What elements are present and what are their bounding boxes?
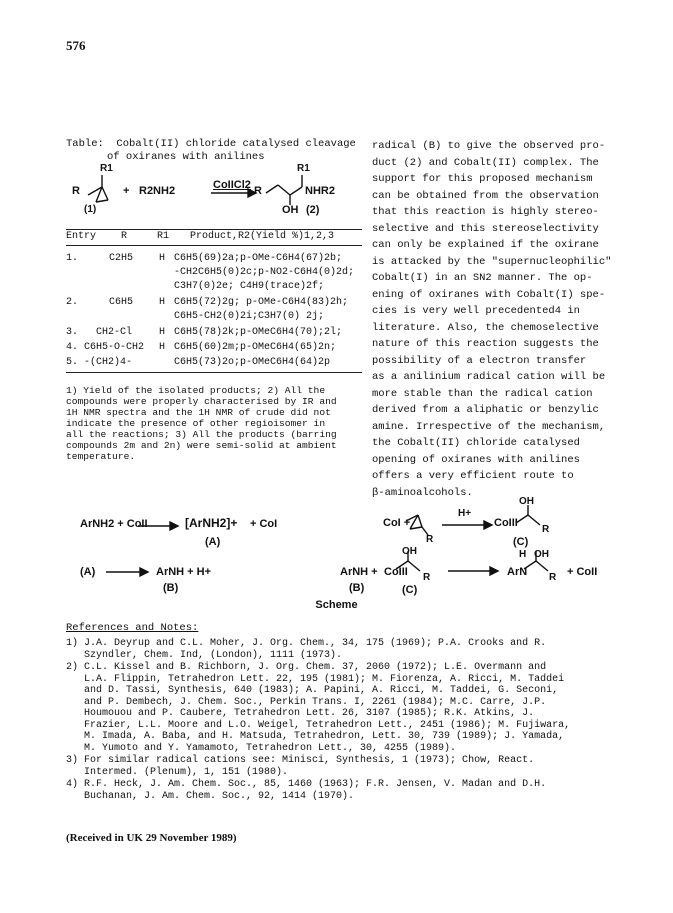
body-line: the Cobalt(II) chloride catalysed: [372, 437, 580, 449]
row-r: -(CH2)4-: [84, 357, 133, 368]
reference-line: Szyndler, Chem. Ind, (London), 1111 (1973).: [84, 649, 343, 661]
body-line: can be obtained from the observation: [372, 189, 599, 202]
body-line: that this reaction is highly stereo-: [372, 206, 599, 218]
label-2: (2): [306, 204, 320, 216]
row-r1: H: [159, 342, 166, 353]
table-caption-label: Table:: [66, 138, 104, 150]
eq4-plus-co: + CoII: [567, 566, 598, 578]
eq1-plus-co: + CoI: [250, 518, 278, 530]
eq4-co: CoIII: [384, 566, 408, 578]
product-r1: R1: [297, 163, 310, 174]
row-product-line: C6H5(78)2k;p-OMeC6H4(70);2l;: [174, 327, 343, 338]
reference-line: M. Yumoto and Y. Yamamoto, Tetrahedron Lett., 30, 4255 (1989).: [84, 742, 457, 754]
body-line: as a anilinium radical cation will be: [372, 371, 606, 383]
footnote-line: compounds were properly characterised by IR and: [66, 396, 337, 407]
reference-number: 4): [66, 779, 79, 790]
reference-number: 2): [66, 662, 79, 673]
body-text-right-column: [372, 138, 622, 501]
catalyst: CoIICl2: [213, 179, 251, 191]
label-1: (1): [84, 204, 97, 215]
reference-line: For similar radical cations see: Minisci, Synthesis, 1 (1973); Chow, React.: [84, 755, 535, 766]
footnote-line: 1H NMR spectra and the 1H NMR of crude did not: [66, 407, 331, 418]
body-line: duct (2) and Cobalt(II) complex. The: [372, 156, 599, 169]
table-rule-top: [66, 229, 362, 230]
footnote-line: indicate the presence of other regioisomer in: [66, 418, 326, 429]
body-line: ening of oxiranes with Cobalt(I) spe-: [372, 288, 606, 301]
eq3-product-co: CoIII: [494, 517, 518, 529]
header-r1: R1: [157, 231, 170, 242]
product-nhr: NHR2: [305, 185, 335, 197]
reactant-r1: R1: [100, 163, 113, 174]
eq3-oh: OH: [519, 496, 534, 507]
footnote-line: temperature.: [66, 451, 136, 462]
eq4-r: R: [423, 572, 431, 583]
row-r1: H: [159, 327, 166, 338]
plus-sign: +: [123, 185, 130, 197]
row-product-line: C3H7(0)2e; C4H9(trace)2f;: [174, 281, 325, 292]
row-entry: 3.: [66, 327, 79, 338]
reference-line: and D. Tassi, Synthesis, 640 (1983); A. Papini, A. Ricci, M. Taddei, G. Seconi,: [84, 685, 559, 696]
row-product-line: C6H5(72)2g; p-OMe-C6H4(83)2h;: [174, 297, 349, 308]
footnote-line: compounds 2m and 2n) were semi-solid at ambient: [66, 440, 337, 451]
epoxide-bond: [410, 527, 422, 529]
arrow-head: [484, 521, 492, 529]
eq2-left: (A): [80, 566, 96, 578]
eq3-r: R: [542, 524, 550, 535]
eq3-left: CoI +: [383, 517, 411, 529]
eq4-left: ArNH +: [340, 566, 378, 578]
body-line: cies is very well precedented4 in: [372, 305, 580, 317]
row-product-line: C6H5-CH2(0)2i;C3H7(0) 2j;: [174, 311, 325, 322]
eq4-label-c: (C): [402, 584, 418, 596]
epoxide-bond: [418, 515, 422, 527]
row-r1: H: [159, 253, 166, 264]
body-line: selective and this stereoselectivity: [372, 222, 599, 235]
eq4-oh2: OH: [534, 549, 549, 560]
eq4-label-b: (B): [349, 582, 365, 594]
reactant-r: R: [72, 185, 80, 197]
row-r: CH2-Cl: [96, 327, 133, 338]
oxirane-bond: [96, 200, 108, 202]
reference-line: Houmouou and P. Caubere, Tetrahedron Lett. 26, 3107 (1985); R.K. Atkins, J.: [84, 708, 535, 719]
arrow-head: [490, 567, 498, 575]
eq2-label: (B): [163, 582, 179, 594]
row-product-line: C6H5(73)2o;p-OMeC6H4(64)2p: [174, 357, 331, 368]
eq4-product: ArN: [507, 566, 528, 578]
eq3-r-small: R: [426, 534, 434, 545]
body-line: can only be explained if the oxirane: [372, 239, 599, 251]
table-caption-line2: of oxiranes with anilines: [107, 151, 265, 163]
page-number: 576: [66, 38, 86, 53]
header-entry: Entry: [66, 231, 97, 242]
product-r: R: [254, 185, 262, 197]
eq4-oh: OH: [402, 546, 417, 557]
body-line: offers a very efficient route to: [372, 470, 574, 482]
eq1-left: ArNH2 + CoII: [80, 518, 148, 530]
references-heading: References and Notes:: [66, 622, 199, 634]
body-line: opening of oxiranes with anilines: [372, 453, 580, 466]
reference-line: R.F. Heck, J. Am. Chem. Soc., 85, 1460 (1963); F.R. Jensen, V. Madan and D.H.: [84, 779, 547, 790]
table-rule-bottom: [66, 372, 362, 373]
received-date: (Received in UK 29 November 1989): [66, 832, 237, 844]
eq3-label: (C): [513, 536, 529, 548]
table-rule-header: [66, 245, 362, 246]
arrow-head: [170, 522, 178, 530]
eq2-product: ArNH + H+: [156, 566, 212, 578]
body-line: amine. Irrespective of the mechanism,: [372, 420, 606, 433]
body-line: radical (B) to give the observed pro-: [372, 140, 606, 152]
reference-line: Intermed. (Plenum), 1, 151 (1980).: [84, 766, 289, 778]
scheme-title: Scheme: [315, 599, 358, 611]
reference-line: C.L. Kissel and B. Richborn, J. Org. Chem. 37, 2060 (1972); L.E. Overmann and: [84, 662, 547, 673]
reference-number: 1): [66, 638, 79, 649]
reference-line: L.A. Flippin, Tetrahedron Lett. 22, 195 (1981); M. Fiorenza, A. Ricci, M. Taddei: [84, 673, 565, 685]
header-r: R: [121, 231, 128, 242]
body-line: β-aminoalcohols.: [372, 486, 473, 499]
eq4-r2: R: [549, 572, 557, 583]
body-line: is attacked by the "supernucleophilic": [372, 255, 612, 268]
reference-line: Buchanan, J. Am. Chem. Soc., 92, 1414 (1970).: [84, 790, 355, 802]
row-entry: 5.: [66, 357, 79, 368]
body-line: literature. Also, the chemoselective: [372, 321, 599, 334]
footnote-line: all the reactions; 3) All the products (barring: [66, 429, 337, 440]
body-line: support for this proposed mechanism: [372, 173, 593, 185]
reference-line: Frazier, L.L. Moore and L.O. Weigel, Tetrahedron Lett., 2451 (1986); M. Fujiwara,: [84, 719, 571, 731]
body-line: derived from a aliphatic or benzylic: [372, 404, 599, 416]
row-entry: 4.: [66, 342, 79, 353]
reference-line: and P. Dembech, J. Chem. Soc., Perkin Trans. I, 2261 (1984); M.C. Carre, J.P.: [84, 696, 547, 708]
reference-line: M. Imada, A. Baba, and H. Matsuda, Tetrahedron, Lett. 30, 739 (1989); J. Yamada,: [84, 731, 565, 742]
row-entry: 1.: [66, 253, 79, 264]
row-r: C6H5: [109, 297, 134, 308]
body-line: nature of this reaction suggests the: [372, 338, 599, 350]
arrow-head: [140, 568, 148, 576]
amine-reagent: R2NH2: [139, 185, 176, 197]
row-product-line: -CH2C6H5(0)2c;p-NO2-C6H4(0)2d;: [174, 267, 355, 278]
table-caption-line1: Cobalt(II) chloride catalysed cleavage: [116, 138, 356, 150]
oxirane-bond: [102, 187, 108, 200]
eq4-h: H: [519, 549, 527, 560]
table-footnotes: [66, 385, 364, 462]
body-line: more stable than the radical cation: [372, 387, 593, 400]
body-line: possibility of a electron transfer: [372, 354, 587, 367]
row-entry: 2.: [66, 297, 79, 308]
footnote-line: 1) Yield of the isolated products; 2) All the: [66, 385, 326, 396]
eq1-product: [ArNH2]+: [185, 516, 238, 530]
row-r: C6H5-O-CH2: [84, 342, 145, 353]
row-product-line: C6H5(60)2m;p-OMeC6H4(65)2n;: [174, 342, 337, 353]
eq3-over-arrow: H+: [458, 508, 472, 519]
product-oh: OH: [282, 204, 299, 216]
table-caption: [66, 138, 356, 164]
reference-line: J.A. Deyrup and C.L. Moher, J. Org. Chem., 34, 175 (1969); P.A. Crooks and R.: [84, 638, 547, 649]
mechanism-scheme-drawing: [66, 495, 626, 600]
reference-number: 3): [66, 755, 79, 766]
body-line: Cobalt(I) in an SN2 manner. The op-: [372, 272, 593, 284]
eq1-label: (A): [205, 536, 221, 548]
row-product-line: C6H5(69)2a;p-OMe-C6H4(67)2b;: [174, 253, 343, 264]
row-r1: H: [159, 297, 166, 308]
header-product: Product,R2(Yield %)1,2,3: [190, 231, 335, 242]
row-r: C2H5: [109, 253, 134, 264]
